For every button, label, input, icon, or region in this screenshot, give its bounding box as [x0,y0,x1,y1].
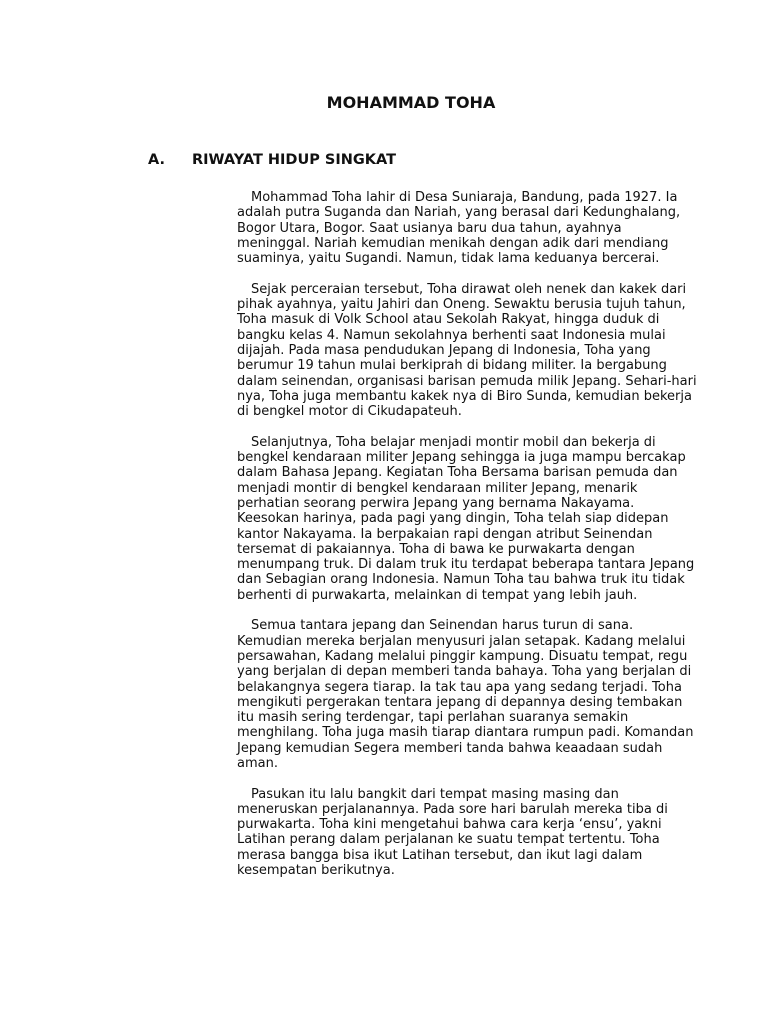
paragraph: Semua tantara jepang dan Seinendan harus turun di sana. Kemudian mereka berjalan menyusuri jalan setapak. Kadang melalui persawahan, Kadang melalui pinggir kampung. Disuatu tempat, regu yang berjalan di depan memberi tanda bahaya. Toha yang berjalan di belakangnya segera tiarap. Ia tak tau apa yang sedang terjadi. Toha mengikuti pergerakan tentara jepang di depannya desing tembakan itu masih sering terdengar, tapi perlahan suaranya semakin menghilang. Toha juga masih tiarap diantara rumpun padi. Komandan Jepang kemudian Segera memberi tanda bahwa keaadaan sudah aman. [237,618,694,771]
paragraph: Sejak perceraian tersebut, Toha dirawat oleh nenek dan kakek dari pihak ayahnya, yaitu Jahiri dan Oneng. Sewaktu berusia tujuh tahun, Toha masuk di Volk School atau Sekolah Rakyat, hingga duduk di bangku kelas 4. Namun sekolahnya berhenti saat Indonesia mulai dijajah. Pada masa pendudukan Jepang di Indonesia, Toha yang berumur 19 tahun mulai berkiprah di bidang militer. Ia bergabung dalam seinendan, organisasi barisan pemuda milik Jepang. Sehari-hari nya, Toha juga membantu kakek nya di Biro Sunda, kemudian bekerja di bengkel motor di Cikudapateuh. [237,281,697,420]
section-title: RIWAYAT HIDUP SINGKAT [192,152,396,168]
paragraph: Pasukan itu lalu bangkit dari tempat masing masing dan meneruskan perjalanannya. Pada sore hari barulah mereka tiba di purwakarta. Toha kini mengetahui bahwa cara kerja ‘ensu’, yakni Latihan perang dalam perjalanan ke suatu tempat tertentu. Toha merasa bangga bisa ikut Latihan tersebut, dan ikut lagi dalam kesempatan berikutnya. [237,786,668,879]
body-text [237,190,697,894]
paragraph: Selanjutnya, Toha belajar menjadi montir mobil dan bekerja di bengkel kendaraan militer Jepang sehingga ia juga mampu bercakap dalam Bahasa Jepang. Kegiatan Toha Bersama barisan pemuda dan menjadi montir di bengkel kendaraan militer Jepang, menarik perhatian seorang perwira Jepang yang bernama Nakayama. Keesokan harinya, pada pagi yang dingin, Toha telah siap didepan kantor Nakayama. Ia berpakaian rapi dengan atribut Seinendan tersemat di pakaiannya. Toha di bawa ke purwakarta dengan menumpang truk. Di dalam truk itu terdapat beberapa tantara Jepang dan Sebagian orang Indonesia. Namun Toha tau bahwa truk itu tidak berhenti di purwakarta, melainkan di tempat yang lebih jauh. [237,434,695,603]
page-title: MOHAMMAD TOHA [326,93,496,112]
section-number: A. [148,152,165,168]
section-heading [148,152,396,168]
paragraph: Mohammad Toha lahir di Desa Suniaraja, Bandung, pada 1927. Ia adalah putra Suganda dan Nariah, yang berasal dari Kedunghalang, Bogor Utara, Bogor. Saat usianya baru dua tahun, ayahnya meninggal. Nariah kemudian menikah dengan adik dari mendiang suaminya, yaitu Sugandi. Namun, tidak lama keduanya bercerai. [237,190,681,267]
